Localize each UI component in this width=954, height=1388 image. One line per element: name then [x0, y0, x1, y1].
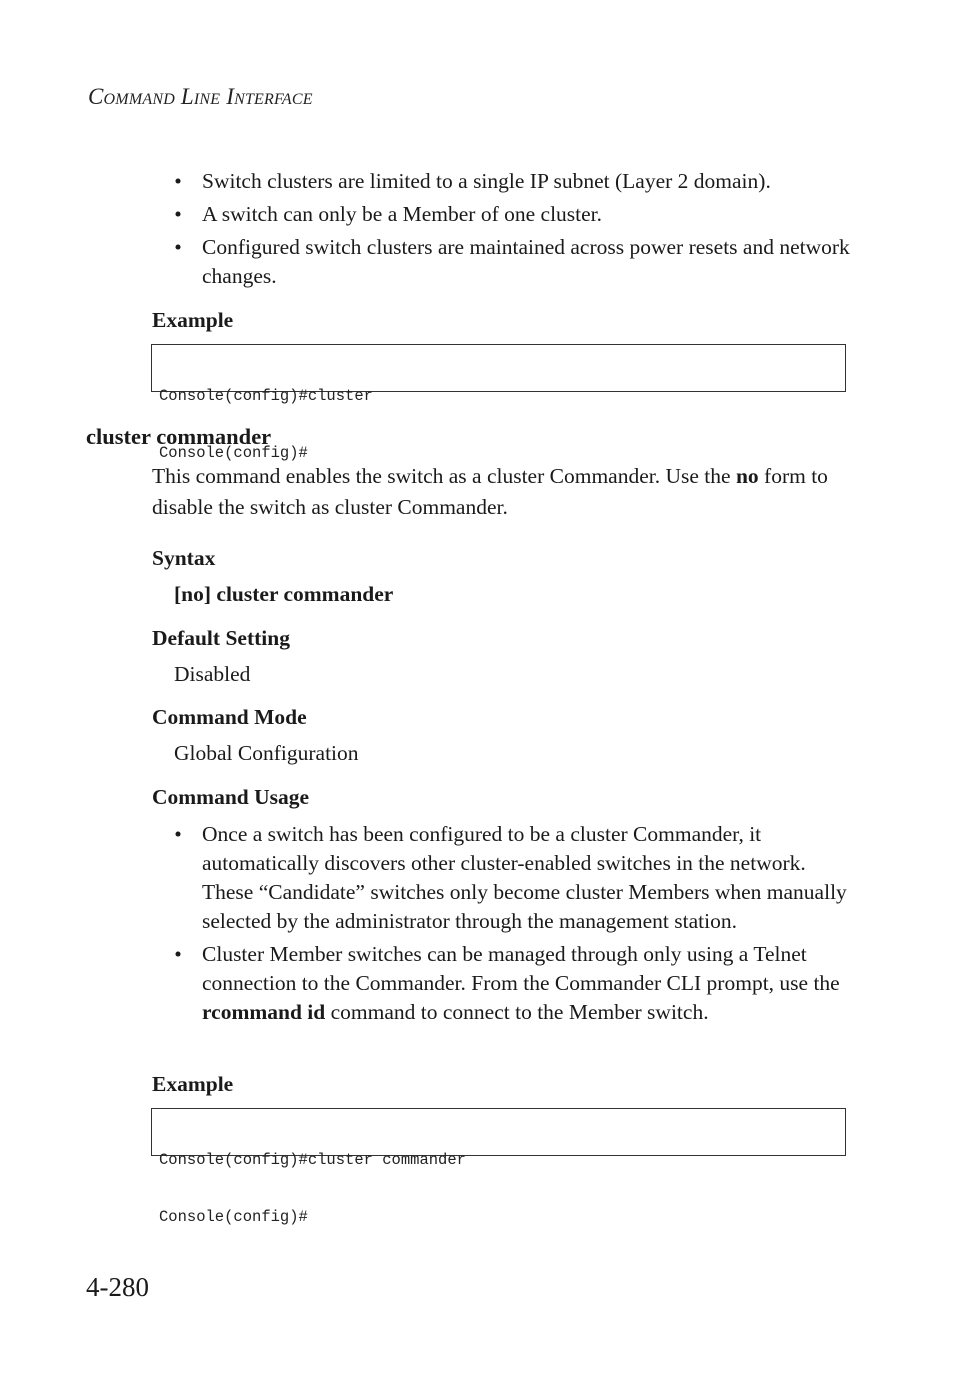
bullet-text: Configured switch clusters are maintained across power resets and network changes. — [202, 235, 850, 288]
description-text: This command enables the switch as a cluster Commander. Use the — [152, 464, 736, 488]
usage-bullet-list — [172, 820, 852, 1031]
bullet-icon: • — [174, 202, 182, 226]
bullet-text: Switch clusters are limited to a single IP subnet (Layer 2 domain). — [202, 169, 771, 193]
code-line: Console(config)# — [159, 1208, 308, 1226]
list-item — [172, 200, 852, 229]
section-description — [152, 461, 842, 523]
list-item — [172, 940, 852, 1027]
default-setting-value: Disabled — [174, 662, 251, 686]
running-header: Command Line Interface — [88, 84, 313, 109]
list-item — [172, 820, 852, 936]
bullet-icon: • — [174, 942, 182, 966]
description-text: form to disable the switch as cluster Commander. — [152, 464, 828, 519]
code-line: Console(config)#cluster — [159, 387, 373, 405]
default-setting-heading: Default Setting — [152, 626, 290, 650]
code-line: Console(config)#cluster commander — [159, 1151, 466, 1169]
bullet-text: A switch can only be a Member of one cluster. — [202, 202, 603, 226]
syntax-heading: Syntax — [152, 546, 216, 570]
bullet-keyword: rcommand id — [202, 1000, 326, 1024]
command-mode-heading: Command Mode — [152, 705, 307, 729]
bullet-text: Once a switch has been configured to be a cluster Commander, it automatically discovers other cluster-enabled switches in the network. These “Candidate” switches only become cluster Members when manually selected by the administrator through the management station. — [202, 822, 847, 933]
command-mode-value: Global Configuration — [174, 741, 359, 765]
list-item — [172, 233, 852, 291]
list-item — [172, 167, 852, 196]
example-heading: Example — [152, 308, 234, 332]
description-keyword: no — [735, 464, 759, 488]
code-example-2 — [151, 1108, 846, 1226]
command-usage-heading: Command Usage — [152, 785, 310, 809]
page-number: 4-280 — [86, 1272, 149, 1302]
top-bullet-list — [172, 167, 852, 295]
bullet-text: Cluster Member switches can be managed through only using a Telnet connection to the Commander. From the Commander CLI prompt, use the — [202, 942, 840, 995]
example-heading: Example — [152, 1072, 234, 1096]
bullet-icon: • — [174, 169, 182, 193]
bullet-text: command to connect to the Member switch. — [325, 1000, 709, 1024]
code-line: Console(config)# — [159, 444, 308, 462]
section-title: cluster commander — [86, 424, 272, 449]
bullet-icon: • — [174, 235, 182, 259]
syntax-value: [no] cluster commander — [174, 582, 394, 606]
bullet-icon: • — [174, 822, 182, 846]
